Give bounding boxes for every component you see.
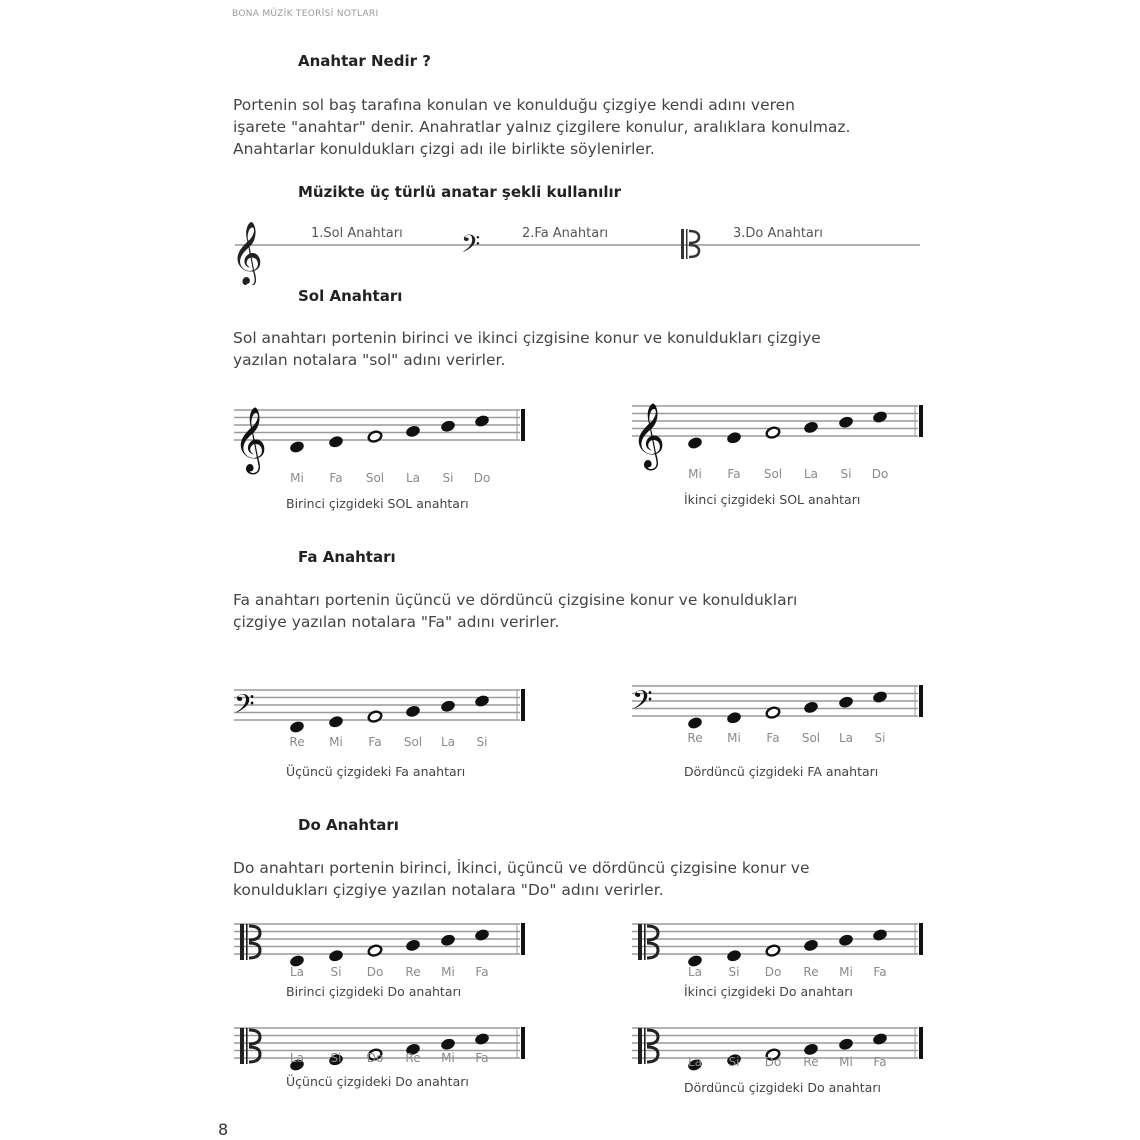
- bass-clef-icon: [461, 230, 480, 265]
- section-title-sol: Sol Anahtarı: [298, 287, 403, 305]
- note-head: [803, 701, 818, 714]
- treble-clef-icon: 𝄞: [632, 403, 666, 468]
- note-label: Mi: [688, 467, 702, 481]
- barline-thick: [919, 1027, 923, 1059]
- note-label: Si: [476, 735, 488, 749]
- note-head: [328, 949, 343, 962]
- barline-thick: [919, 923, 923, 955]
- fa-paragraph: [233, 589, 797, 633]
- note-label: Si: [330, 965, 342, 979]
- note-label: Si: [728, 965, 740, 979]
- note-head: [289, 440, 304, 453]
- paragraph-line: konuldukları çizgiye yazılan notalara "Do" adını verirler.: [233, 881, 664, 899]
- note-label: Sol: [763, 467, 783, 481]
- note-head: [687, 436, 702, 449]
- note-head: [726, 431, 741, 444]
- note-head: [726, 949, 741, 962]
- note-head: [803, 1043, 818, 1056]
- note-label: La: [803, 467, 819, 481]
- note-label: Fa: [329, 471, 343, 485]
- note-label: Re: [405, 1051, 421, 1065]
- running-title: BONA MÜZİK TEORİSİ NOTLARI: [232, 9, 379, 19]
- note-label: Re: [803, 1055, 819, 1069]
- section-title-fa: Fa Anahtarı: [298, 548, 396, 566]
- staff-example: [232, 680, 532, 800]
- note-label: Do: [366, 1051, 384, 1065]
- note-label: Mi: [329, 735, 343, 749]
- note-label: Fa: [873, 1055, 887, 1069]
- note-label: Si: [840, 467, 852, 481]
- paragraph-line: Anahtarlar konuldukları çizgi adı ile birlikte söylenirler.: [233, 140, 655, 158]
- bass-clef-icon: 𝄢: [632, 684, 653, 722]
- note-label: Sol: [801, 731, 821, 745]
- section-title-anahtar-nedir: Anahtar Nedir ?: [298, 52, 431, 70]
- staff-example: [630, 1018, 930, 1116]
- paragraph-line: yazılan notalara "sol" adını verirler.: [233, 351, 506, 369]
- note-label: Mi: [839, 1055, 853, 1069]
- svg-text:𝄢: 𝄢: [461, 230, 481, 265]
- note-head: [289, 720, 304, 733]
- note-label: Fa: [368, 735, 382, 749]
- staff-example: [630, 914, 930, 1020]
- note-label: Mi: [727, 731, 741, 745]
- note-label: Mi: [441, 965, 455, 979]
- clef-type-label: 3.Do Anahtarı: [733, 226, 823, 241]
- paragraph-line: Sol anahtarı portenin birinci ve ikinci çizgisine konur ve konuldukları çizgiye: [233, 329, 821, 347]
- note-label: Si: [330, 1051, 342, 1065]
- note-label: La: [838, 731, 854, 745]
- note-label: Re: [687, 731, 703, 745]
- clef-types-diagram: [225, 205, 925, 285]
- note-head: [838, 934, 853, 947]
- paragraph-line: Portenin sol baş tarafına konulan ve konulduğu çizgiye kendi adını veren: [233, 96, 795, 114]
- note-label: La: [289, 1051, 305, 1065]
- staff-caption: Üçüncü çizgideki Do anahtarı: [286, 1074, 469, 1089]
- note-label: Do: [473, 471, 491, 485]
- note-label: Fa: [873, 965, 887, 979]
- barline-thick: [521, 409, 525, 441]
- note-head: [440, 700, 455, 713]
- note-label: Fa: [475, 965, 489, 979]
- note-head: [803, 939, 818, 952]
- note-label: Si: [442, 471, 454, 485]
- note-label: Si: [728, 1055, 740, 1069]
- staff-example: [232, 400, 532, 532]
- paragraph-line: Fa anahtarı portenin üçüncü ve dördüncü çizgisine konur ve konuldukları: [233, 591, 798, 609]
- staff-caption: Dördüncü çizgideki Do anahtarı: [684, 1080, 881, 1095]
- note-head: [687, 716, 702, 729]
- note-label: Do: [764, 1055, 782, 1069]
- barline-thick: [919, 685, 923, 717]
- staff-example: [630, 676, 930, 800]
- note-label: La: [440, 735, 456, 749]
- note-head: [803, 421, 818, 434]
- note-head: [328, 715, 343, 728]
- paragraph-line: çizgiye yazılan notalara "Fa" adını verirler.: [233, 613, 560, 631]
- note-label: Re: [289, 735, 305, 749]
- clef-type-label: 2.Fa Anahtarı: [522, 226, 609, 241]
- clef-types-title: Müzikte üç türlü anatar şekli kullanılır: [298, 183, 622, 201]
- note-label: Sol: [403, 735, 423, 749]
- section-title-do: Do Anahtarı: [298, 816, 399, 834]
- note-label: Fa: [727, 467, 741, 481]
- note-head: [440, 420, 455, 433]
- note-label: Si: [874, 731, 886, 745]
- note-label: Do: [366, 965, 384, 979]
- sol-paragraph: [233, 327, 821, 371]
- note-label: Sol: [365, 471, 385, 485]
- note-head: [405, 705, 420, 718]
- note-head: [405, 425, 420, 438]
- note-label: Fa: [475, 1051, 489, 1065]
- bass-clef-icon: 𝄢: [234, 688, 255, 726]
- treble-clef-icon: 𝄞: [234, 407, 268, 472]
- do-paragraph: [233, 857, 809, 901]
- staff-example: [630, 396, 930, 528]
- staff-caption: Birinci çizgideki SOL anahtarı: [286, 496, 469, 511]
- note-label: La: [687, 965, 703, 979]
- note-head: [838, 416, 853, 429]
- note-label: Fa: [766, 731, 780, 745]
- barline-thick: [919, 405, 923, 437]
- note-label: Do: [871, 467, 889, 481]
- note-head: [726, 711, 741, 724]
- note-head: [328, 435, 343, 448]
- paragraph-line: Do anahtarı portenin birinci, İkinci, üçüncü ve dördüncü çizgisine konur ve: [233, 859, 810, 877]
- staff-caption: Üçüncü çizgideki Fa anahtarı: [286, 764, 466, 779]
- note-label: Mi: [290, 471, 304, 485]
- staff-caption: Dördüncü çizgideki FA anahtarı: [684, 764, 879, 779]
- note-head: [440, 934, 455, 947]
- note-label: Mi: [441, 1051, 455, 1065]
- note-label: Do: [764, 965, 782, 979]
- note-label: Mi: [839, 965, 853, 979]
- intro-paragraph: [233, 94, 851, 160]
- clef-type-label: 1.Sol Anahtarı: [311, 226, 403, 241]
- c-clef-icon: [681, 229, 699, 259]
- note-label: La: [405, 471, 421, 485]
- page-number: 8: [218, 1120, 229, 1139]
- staff-caption: İkinci çizgideki Do anahtarı: [684, 984, 853, 999]
- staff-example: [232, 1018, 532, 1110]
- note-head: [838, 696, 853, 709]
- staff-example: [232, 914, 532, 1020]
- paragraph-line: işarete "anahtar" denir. Anahratlar yalnız çizgilere konulur, aralıklara konulmaz.: [233, 118, 851, 136]
- barline-thick: [521, 923, 525, 955]
- staff-caption: Birinci çizgideki Do anahtarı: [286, 984, 462, 999]
- note-label: Re: [405, 965, 421, 979]
- note-head: [405, 939, 420, 952]
- treble-clef-icon: [231, 221, 263, 285]
- staff-caption: İkinci çizgideki SOL anahtarı: [684, 492, 861, 507]
- note-label: La: [289, 965, 305, 979]
- barline-thick: [521, 689, 525, 721]
- note-head: [440, 1038, 455, 1051]
- note-label: Re: [803, 965, 819, 979]
- barline-thick: [521, 1027, 525, 1059]
- svg-text:𝄞: 𝄞: [231, 221, 263, 284]
- note-label: La: [687, 1055, 703, 1069]
- note-head: [838, 1038, 853, 1051]
